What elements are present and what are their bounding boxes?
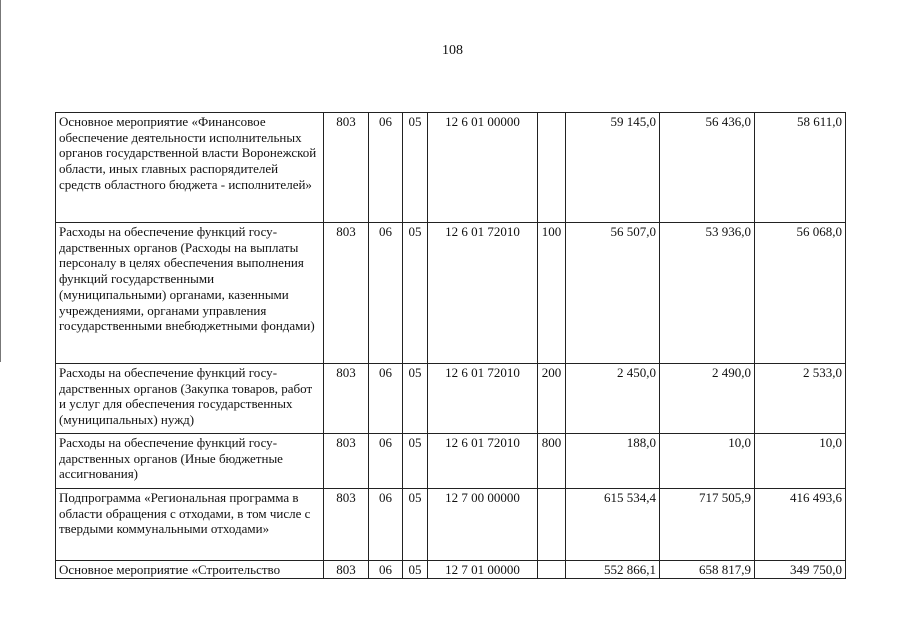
cell-section-code: 06 — [369, 364, 403, 434]
cell-sum-year-3: 10,0 — [755, 434, 846, 489]
cell-section-code: 06 — [369, 113, 403, 223]
cell-target-article: 12 6 01 00000 — [428, 113, 538, 223]
cell-section-code: 06 — [369, 489, 403, 561]
cell-sum-year-3: 56 068,0 — [755, 223, 846, 364]
cell-ministry-code: 803 — [324, 561, 369, 579]
cell-sum-year-2: 53 936,0 — [660, 223, 755, 364]
cell-name: Подпрограмма «Региональная программа в области обращения с отходами, в том числе с твердыми коммунальными отходами» — [56, 489, 324, 561]
cell-sum-year-1: 59 145,0 — [566, 113, 660, 223]
cell-ministry-code: 803 — [324, 489, 369, 561]
cell-subsection-code: 05 — [403, 223, 428, 364]
cell-target-article: 12 6 01 72010 — [428, 434, 538, 489]
cell-name: Расходы на обеспечение функций государственных органов (Закупка товаров, работ и услуг для обеспечения государственных (муниципальных) нужд) — [56, 364, 324, 434]
cell-name: Основное мероприятие «Строительство — [56, 561, 324, 579]
cell-sum-year-2: 2 490,0 — [660, 364, 755, 434]
cell-sum-year-2: 56 436,0 — [660, 113, 755, 223]
cell-ministry-code: 803 — [324, 113, 369, 223]
cell-name: Расходы на обеспечение функций государственных органов (Иные бюджетные ассигнования) — [56, 434, 324, 489]
cell-expense-type: 200 — [538, 364, 566, 434]
cell-expense-type: 100 — [538, 223, 566, 364]
cell-subsection-code: 05 — [403, 364, 428, 434]
table-body — [56, 113, 846, 579]
cell-sum-year-2: 10,0 — [660, 434, 755, 489]
cell-expense-type: 800 — [538, 434, 566, 489]
cell-expense-type — [538, 489, 566, 561]
cell-section-code: 06 — [369, 561, 403, 579]
cell-section-code: 06 — [369, 434, 403, 489]
cell-target-article: 12 7 00 00000 — [428, 489, 538, 561]
cell-name: Основное мероприятие «Финансовое обеспечение деятельности исполнительных органов государственной власти Воронежской области, иных главных распорядителей средств областного бюджета - исполнителей» — [56, 113, 324, 223]
cell-sum-year-3: 349 750,0 — [755, 561, 846, 579]
cell-expense-type — [538, 113, 566, 223]
cell-ministry-code: 803 — [324, 364, 369, 434]
cell-target-article: 12 7 01 00000 — [428, 561, 538, 579]
cell-ministry-code: 803 — [324, 434, 369, 489]
cell-sum-year-3: 416 493,6 — [755, 489, 846, 561]
cell-subsection-code: 05 — [403, 113, 428, 223]
cell-target-article: 12 6 01 72010 — [428, 364, 538, 434]
cell-subsection-code: 05 — [403, 561, 428, 579]
budget-table — [55, 112, 846, 579]
cell-target-article: 12 6 01 72010 — [428, 223, 538, 364]
cell-subsection-code: 05 — [403, 489, 428, 561]
cell-sum-year-1: 615 534,4 — [566, 489, 660, 561]
table-row — [56, 434, 846, 489]
cell-subsection-code: 05 — [403, 434, 428, 489]
table-row — [56, 223, 846, 364]
cell-sum-year-2: 717 505,9 — [660, 489, 755, 561]
table-row — [56, 561, 846, 579]
cell-sum-year-1: 2 450,0 — [566, 364, 660, 434]
cell-sum-year-3: 58 611,0 — [755, 113, 846, 223]
table-row — [56, 364, 846, 434]
cell-sum-year-1: 188,0 — [566, 434, 660, 489]
cell-sum-year-1: 56 507,0 — [566, 223, 660, 364]
cell-section-code: 06 — [369, 223, 403, 364]
cell-expense-type — [538, 561, 566, 579]
cell-ministry-code: 803 — [324, 223, 369, 364]
page-number: 108 — [442, 43, 463, 58]
table-row — [56, 113, 846, 223]
cell-name: Расходы на обеспечение функций государственных органов (Расходы на выплаты персоналу в целях обеспечения выполнения функций государственными (муниципальными) органами, казенными учреждениями, органами управления государственными внебюджетными фондами) — [56, 223, 324, 364]
cell-sum-year-3: 2 533,0 — [755, 364, 846, 434]
table-row — [56, 489, 846, 561]
cell-sum-year-1: 552 866,1 — [566, 561, 660, 579]
cell-sum-year-2: 658 817,9 — [660, 561, 755, 579]
